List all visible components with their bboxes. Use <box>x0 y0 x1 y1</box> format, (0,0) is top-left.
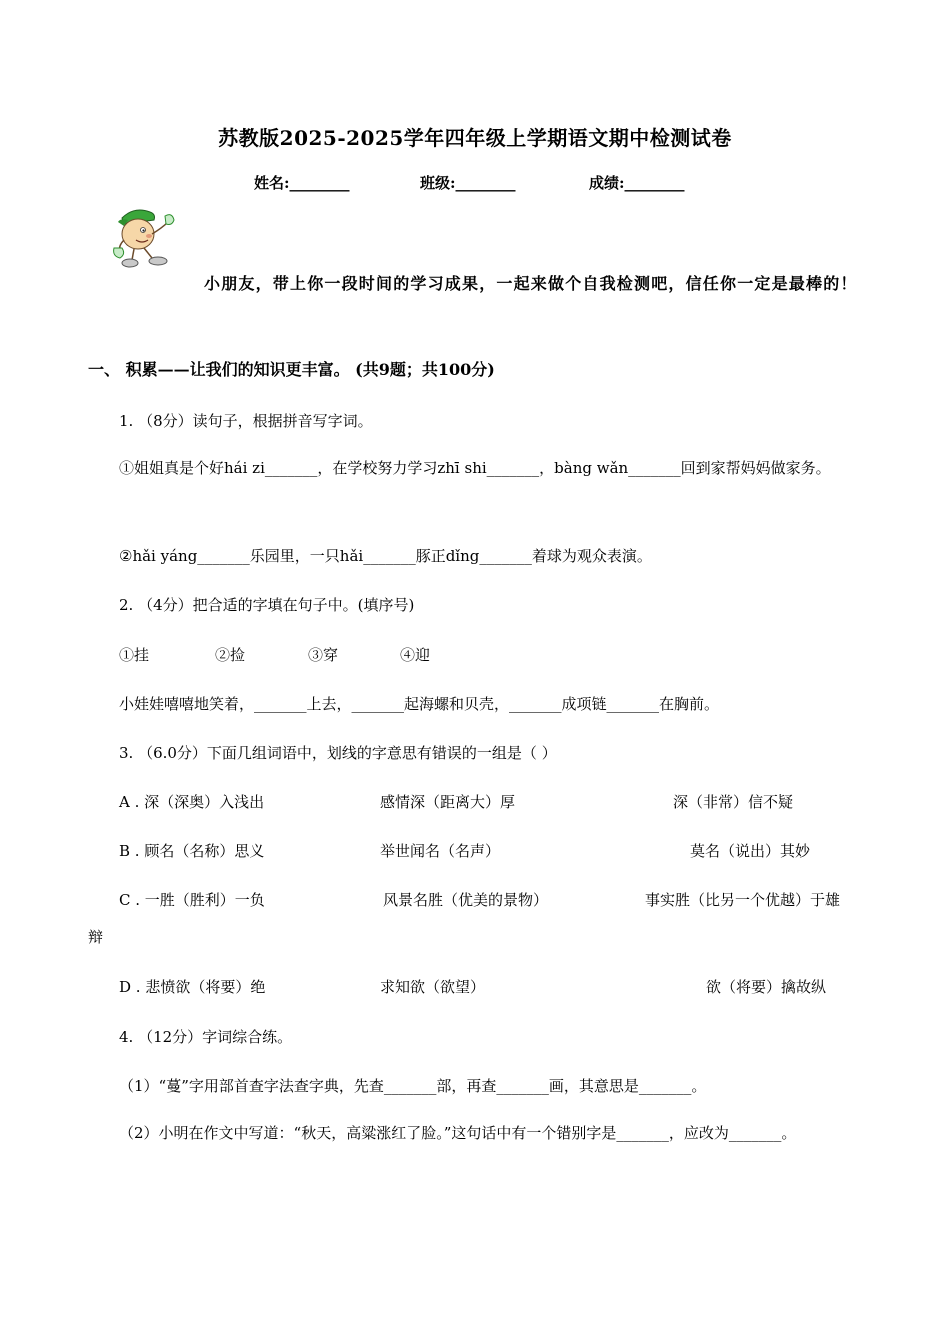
option-a-third: 深（非常）信不疑 <box>673 793 794 811</box>
class-field: 班级:________ <box>420 174 516 192</box>
option-b-first: B . 顾名（名称）思义 <box>119 842 265 860</box>
option-d-third: 欲（将要）擒故纵 <box>706 978 827 996</box>
option-b-third: 莫名（说出）其妙 <box>690 842 811 860</box>
choice-2: ②捡 <box>215 646 246 664</box>
cartoon-boy-mascot-icon <box>108 204 186 270</box>
option-c-first: C . 一胜（胜利）一负 <box>119 891 265 909</box>
option-d-second: 求知欲（欲望） <box>380 978 486 996</box>
option-c-third-wrap: 辩 <box>88 928 104 946</box>
name-field: 姓名:________ <box>254 174 350 192</box>
question-1-line-1: ①姐姐真是个好hái zi_______，在学校努力学习zhī shi_______，bàng wǎn_______回到家帮妈妈做家务。 <box>119 459 831 477</box>
option-c-second: 风景名胜（优美的景物） <box>383 891 549 909</box>
question-4-sub-2: （2）小明在作文中写道：“秋天，高粱涨红了脸。”这句话中有一个错别字是_______，应改为_______。 <box>119 1124 797 1142</box>
question-1-line-2: ②hǎi yáng_______乐园里，一只hǎi_______豚正dǐng_______着球为观众表演。 <box>119 547 652 565</box>
option-a-second: 感情深（距离大）厚 <box>380 793 516 811</box>
question-1-stem: 1. （8分）读句子，根据拼音写字词。 <box>119 412 373 430</box>
question-2-sentence: 小娃娃嘻嘻地笑着，_______上去，_______起海螺和贝壳，_______成项链_______在胸前。 <box>119 695 720 713</box>
option-a-first: A . 深（深奥）入浅出 <box>119 793 265 811</box>
option-b-second: 举世闻名（名声） <box>380 842 501 860</box>
option-d-first: D . 悲愤欲（将要）绝 <box>119 978 266 996</box>
question-2-stem: 2. （4分）把合适的字填在句子中。(填序号) <box>119 596 415 614</box>
exam-title: 苏教版2025-2025学年四年级上学期语文期中检测试卷 <box>218 126 732 150</box>
score-field: 成绩:________ <box>589 174 685 192</box>
question-3-stem: 3. （6.0分）下面几组词语中，划线的字意思有错误的一组是（ ） <box>119 744 557 762</box>
section-heading: 一、 积累——让我们的知识更丰富。 (共9题；共100分) <box>88 360 495 379</box>
option-c-third: 事实胜（比另一个优越）于雄 <box>645 891 841 909</box>
question-4-stem: 4. （12分）字词综合练。 <box>119 1028 293 1046</box>
choice-1: ①挂 <box>119 646 150 664</box>
choice-4: ④迎 <box>400 646 431 664</box>
question-4-sub-1: （1）“蔓”字用部首查字法查字典，先查_______部，再查_______画，其意思是_______。 <box>119 1077 707 1095</box>
choice-3: ③穿 <box>308 646 339 664</box>
intro-text: 小朋友，带上你一段时间的学习成果，一起来做个自我检测吧，信任你一定是最棒的！ <box>204 274 858 293</box>
